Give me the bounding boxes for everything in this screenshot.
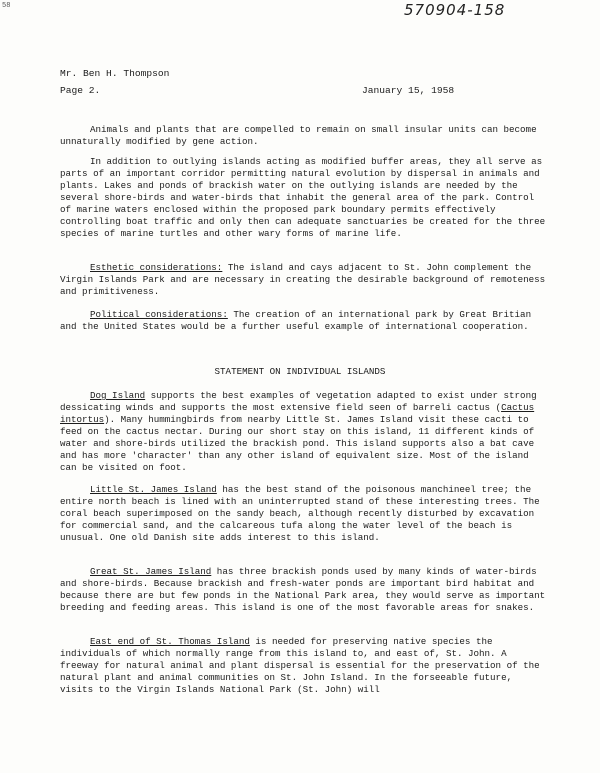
esthetic-heading: Esthetic considerations: (90, 262, 223, 273)
dog-island-body-b: ). Many hummingbirds from nearby Little St. James Island visit these cacti to feed on the cactus nectar. During our short stay on this island, 11 different kinds of water and shore-birds utilized the brackish pond. This island supports also a bat cave and has more 'character' than any other island of equivalent size. Most of the island can be visited on foot. (60, 414, 535, 473)
esthetic-body: The island and cays adjacent to St. John complement the Virgin Islands Park and are necessary in creating the desirable background of remoteness and primitiveness. (60, 262, 546, 297)
paragraph-esthetic (60, 262, 550, 298)
great-st-james-heading: Great St. James Island (90, 566, 212, 577)
dog-island-body-a: supports the best examples of vegetation adapted to exist under strong dessicating winds and supports the most extensive field seen of barreli cactus ( (60, 390, 537, 413)
corner-mark: 58 (2, 2, 11, 10)
little-st-james-body: has the best stand of the poisonous manchineel tree; the entire north beach is lined with an uninterrupted stand of these interesting trees. The coral beach superimposed on the sandy beach, although recently disturbed by excavation for commercial sand, and the calcareous tufa along the water level of the beach is unusual. One old Danish site adds interest to this island. (60, 484, 540, 543)
east-st-thomas-heading: East end of St. Thomas Island (90, 636, 250, 647)
paragraph-dog-island (60, 390, 550, 474)
east-st-thomas-body: is needed for preserving native species the individuals of which normally range from this island to, and east of, St. John. A freeway for natural animal and plant dispersal is essential for the preservation of the natural plant and animal communities on St. John Island. In the forseeable future, visits to the Virgin Islands National Park (St. John) will (60, 636, 540, 695)
paragraph-gene-action: Animals and plants that are compelled to remain on small insular units can become unnaturally modified by gene action. (60, 124, 537, 147)
addressee-line: Mr. Ben H. Thompson (60, 68, 170, 79)
paragraph-outlying-islands: In addition to outlying islands acting as modified buffer areas, they all serve as parts of an important corridor permitting natural evolution by dispersal in animals and plants. Lakes and ponds of brackish water on the outlying islands are needed by the several shore-birds and water-birds that inhabit the general area of the park. Control of marine waters enclosed within the proposed park boundary permits effectively controlling boat traffic and only then can adequate sanctuaries be created for the three species of marine turtles and other wary forms of marine life. (60, 156, 546, 239)
dog-island-heading: Dog Island (90, 390, 146, 401)
political-body: The creation of an international park by Great Britian and the United States would be a further useful example of international cooperation. (60, 309, 532, 332)
letter-date: January 15, 1958 (362, 85, 455, 96)
paragraph-east-st-thomas (60, 636, 550, 696)
little-st-james-heading: Little St. James Island (90, 484, 217, 495)
section-heading: STATEMENT ON INDIVIDUAL ISLANDS (214, 366, 386, 377)
paragraph-political (60, 309, 550, 333)
paragraph-great-st-james (60, 566, 550, 614)
paragraph-little-st-james (60, 484, 550, 544)
cactus-species-name: Cactus intortus (60, 402, 535, 425)
document-number: 570904-158 (404, 1, 506, 19)
great-st-james-body: has three brackish ponds used by many kinds of water-birds and shore-birds. Because brackish and fresh-water ponds are important bird habitat and because there are but few ponds in the National Park area, they would serve as important breeding and feeding areas. This island is one of the most favorable areas for snakes. (60, 566, 546, 613)
political-heading: Political considerations: (90, 309, 228, 320)
page-number: Page 2. (60, 85, 101, 96)
